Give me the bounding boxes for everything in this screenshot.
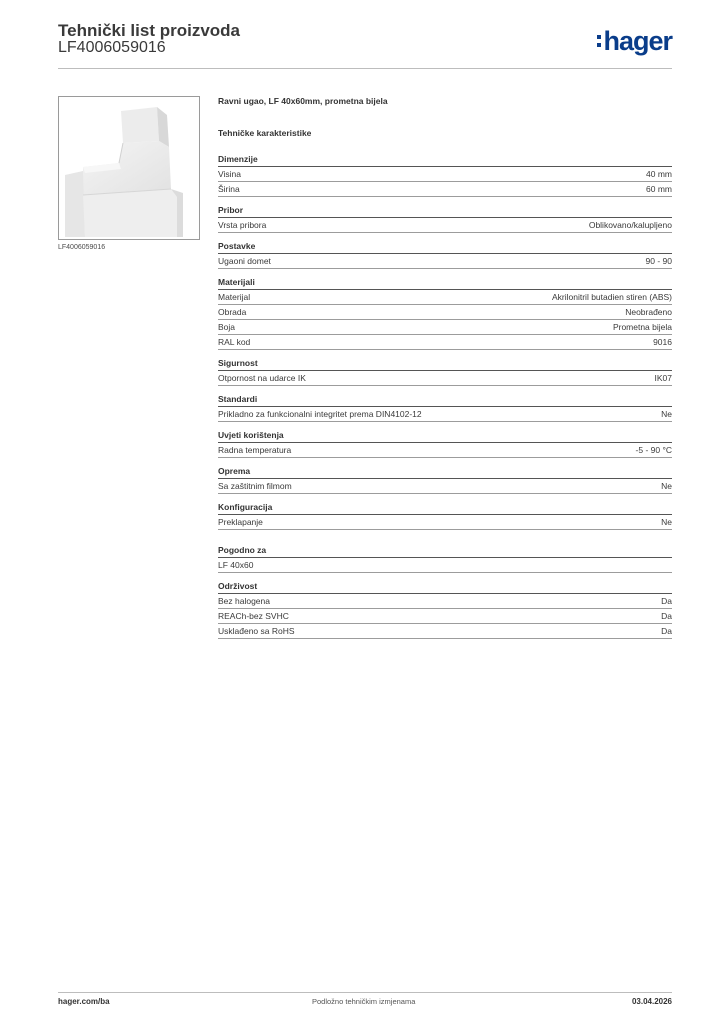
spec-group-title: Materijali	[218, 276, 672, 290]
spec-group-title: Dimenzije	[218, 153, 672, 167]
spec-label: Otpornost na udarce IK	[218, 373, 306, 383]
spec-group	[218, 465, 672, 494]
spec-row	[218, 443, 672, 458]
spec-label: Obrada	[218, 307, 247, 317]
spec-label: REACh-bez SVHC	[218, 611, 289, 621]
spec-value: Akrilonitril butadien stiren (ABS)	[552, 292, 672, 302]
spec-value: Da	[661, 626, 672, 636]
spec-group-title: Postavke	[218, 240, 672, 254]
product-image	[58, 96, 200, 240]
spec-row	[218, 594, 672, 609]
spec-label: Ugaoni domet	[218, 256, 271, 266]
spec-sections	[218, 153, 672, 530]
document-title: Tehnički list proizvoda	[58, 21, 240, 40]
spec-row	[218, 320, 672, 335]
spec-row	[218, 305, 672, 320]
product-name: Ravni ugao, LF 40x60mm, prometna bijela	[218, 96, 388, 106]
spec-value: Ne	[661, 517, 672, 527]
header-divider	[58, 68, 672, 69]
spec-group-suitable-for	[218, 544, 672, 573]
spec-label: LF 40x60	[218, 560, 254, 570]
logo-wordmark: hager	[603, 26, 672, 56]
spec-row	[218, 290, 672, 305]
spec-row	[218, 218, 672, 233]
spec-value: Ne	[661, 481, 672, 491]
product-code: LF4006059016	[58, 39, 166, 56]
spec-label: Prikladno za funkcionalni integritet prema DIN4102-12	[218, 409, 422, 419]
spec-label: Sa zaštitnim filmom	[218, 481, 292, 491]
spec-group-title: Uvjeti korištenja	[218, 429, 672, 443]
spec-group-title: Konfiguracija	[218, 501, 672, 515]
spec-label: Boja	[218, 322, 236, 332]
spec-group-title: Sigurnost	[218, 357, 672, 371]
spec-group-sustainability	[218, 580, 672, 639]
image-caption: LF4006059016	[58, 244, 106, 251]
footer-note: Podložno tehničkim izmjenama	[312, 997, 416, 1006]
spec-label: Usklađeno sa RoHS	[218, 626, 295, 636]
spec-group-title: Standardi	[218, 393, 672, 407]
spec-group	[218, 501, 672, 530]
spec-group	[218, 240, 672, 269]
spec-value: Da	[661, 611, 672, 621]
spec-row	[218, 407, 672, 422]
spec-row	[218, 624, 672, 639]
spec-group	[218, 429, 672, 458]
tech-characteristics-title: Tehničke karakteristike	[218, 128, 312, 138]
hager-logo	[597, 27, 672, 55]
spec-content	[218, 95, 672, 646]
spec-group-title: Održivost	[218, 580, 672, 594]
spec-row	[218, 254, 672, 269]
spec-label: Radna temperatura	[218, 445, 292, 455]
spec-group	[218, 357, 672, 386]
spec-label: Vrsta pribora	[218, 220, 267, 230]
spec-group	[218, 153, 672, 197]
footer-date: 03.04.2026	[631, 997, 672, 1006]
spec-row	[218, 335, 672, 350]
spec-label: RAL kod	[218, 337, 251, 347]
footer-website: hager.com/ba	[58, 997, 110, 1006]
spec-value: Prometna bijela	[612, 322, 672, 332]
spec-row	[218, 515, 672, 530]
spec-value: 60 mm	[646, 184, 672, 194]
spec-row	[218, 182, 672, 197]
product-image-illustration	[59, 97, 199, 239]
spec-value: Ne	[661, 409, 672, 419]
spec-value: 40 mm	[646, 169, 672, 179]
spec-value: Neobrađeno	[625, 307, 672, 317]
spec-group	[218, 276, 672, 350]
spec-row	[218, 479, 672, 494]
spec-row	[218, 371, 672, 386]
spec-row	[218, 558, 672, 573]
spec-value: Oblikovano/kalupljeno	[588, 220, 672, 230]
spec-row	[218, 167, 672, 182]
spec-label: Širina	[218, 184, 240, 194]
spec-row	[218, 609, 672, 624]
spec-value: Da	[661, 596, 672, 606]
spec-group-title: Pribor	[218, 204, 672, 218]
logo-colon-icon	[597, 30, 601, 52]
spec-value: 90 - 90	[645, 256, 672, 266]
spec-value: IK07	[654, 373, 672, 383]
spec-label: Bez halogena	[218, 596, 270, 606]
spec-group-title: Pogodno za	[218, 544, 672, 558]
spec-label: Preklapanje	[218, 517, 263, 527]
spec-value: -5 - 90 °C	[635, 445, 672, 455]
spec-group	[218, 204, 672, 233]
spec-label: Visina	[218, 169, 241, 179]
spec-group	[218, 393, 672, 422]
footer-divider	[58, 992, 672, 993]
spec-label: Materijal	[218, 292, 251, 302]
spec-value: 9016	[653, 337, 672, 347]
spec-group-title: Oprema	[218, 465, 672, 479]
